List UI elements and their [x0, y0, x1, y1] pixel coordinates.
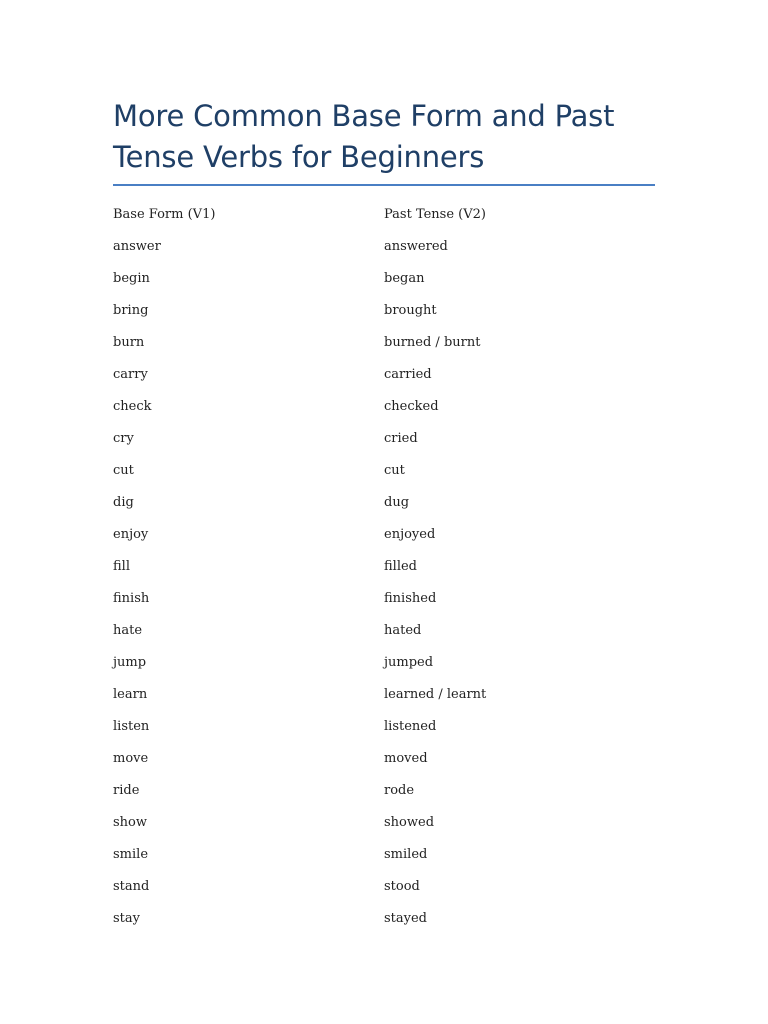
table-row — [113, 807, 655, 839]
table-row — [113, 551, 655, 583]
base-form-cell: burn — [113, 335, 145, 350]
header-past-tense: Past Tense (V2) — [384, 207, 486, 222]
table-row — [113, 615, 655, 647]
base-form-cell: cry — [113, 431, 134, 446]
past-tense-cell: burned / burnt — [384, 335, 481, 350]
past-tense-cell: moved — [384, 751, 428, 766]
page-title — [113, 96, 655, 178]
table-row — [113, 647, 655, 679]
table-row — [113, 711, 655, 743]
past-tense-cell: finished — [384, 591, 437, 606]
table-row — [113, 487, 655, 519]
past-tense-cell: stood — [384, 879, 420, 894]
past-tense-cell: filled — [384, 559, 418, 574]
base-form-cell: listen — [113, 719, 150, 734]
base-form-cell: dig — [113, 495, 134, 510]
table-row — [113, 231, 655, 263]
past-tense-cell: checked — [384, 399, 439, 414]
title-line-1: More Common Base Form and Past — [113, 99, 615, 133]
past-tense-cell: cried — [384, 431, 418, 446]
base-form-cell: begin — [113, 271, 150, 286]
base-form-cell: stand — [113, 879, 150, 894]
past-tense-cell: enjoyed — [384, 527, 436, 542]
past-tense-cell: carried — [384, 367, 432, 382]
past-tense-cell: smiled — [384, 847, 428, 862]
base-form-cell: learn — [113, 687, 148, 702]
table-row — [113, 359, 655, 391]
past-tense-cell: hated — [384, 623, 422, 638]
base-form-cell: bring — [113, 303, 149, 318]
table-row — [113, 743, 655, 775]
table-body — [113, 231, 655, 935]
past-tense-cell: brought — [384, 303, 437, 318]
base-form-cell: check — [113, 399, 152, 414]
table-row — [113, 871, 655, 903]
base-form-cell: show — [113, 815, 147, 830]
table-row — [113, 775, 655, 807]
past-tense-cell: learned / learnt — [384, 687, 487, 702]
table-row — [113, 455, 655, 487]
base-form-cell: smile — [113, 847, 149, 862]
document-page — [113, 96, 655, 935]
table-header-row — [113, 199, 655, 231]
table-row — [113, 263, 655, 295]
base-form-cell: finish — [113, 591, 150, 606]
base-form-cell: jump — [113, 655, 147, 670]
base-form-cell: stay — [113, 911, 140, 926]
past-tense-cell: began — [384, 271, 425, 286]
base-form-cell: hate — [113, 623, 143, 638]
table-row — [113, 519, 655, 551]
base-form-cell: move — [113, 751, 149, 766]
base-form-cell: answer — [113, 239, 161, 254]
table-row — [113, 583, 655, 615]
table-row — [113, 679, 655, 711]
past-tense-cell: jumped — [384, 655, 434, 670]
base-form-cell: fill — [113, 559, 130, 574]
base-form-cell: carry — [113, 367, 148, 382]
past-tense-cell: showed — [384, 815, 435, 830]
past-tense-cell: listened — [384, 719, 437, 734]
table-row — [113, 839, 655, 871]
table-row — [113, 423, 655, 455]
past-tense-cell: stayed — [384, 911, 428, 926]
header-base-form: Base Form (V1) — [113, 207, 216, 222]
title-line-2: Tense Verbs for Beginners — [113, 140, 485, 174]
past-tense-cell: answered — [384, 239, 448, 254]
base-form-cell: enjoy — [113, 527, 149, 542]
table-row — [113, 903, 655, 935]
past-tense-cell: cut — [384, 463, 405, 478]
table-row — [113, 391, 655, 423]
title-underline — [113, 184, 655, 186]
base-form-cell: cut — [113, 463, 134, 478]
verb-table — [113, 199, 655, 935]
table-row — [113, 327, 655, 359]
past-tense-cell: dug — [384, 495, 410, 510]
past-tense-cell: rode — [384, 783, 415, 798]
base-form-cell: ride — [113, 783, 140, 798]
table-row — [113, 295, 655, 327]
